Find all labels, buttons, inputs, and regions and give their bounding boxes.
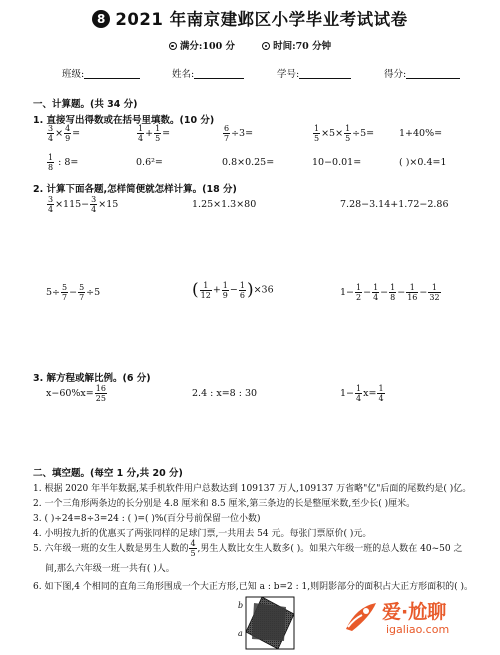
- calc-r1-d: $\frac{1}{5}$ ×5× $\frac{1}{5}$ ÷5=: [314, 124, 375, 143]
- name-field: 姓名:: [172, 66, 244, 80]
- rocket-logo-icon: [342, 599, 378, 635]
- target-icon: [169, 42, 177, 50]
- calc-r2-d: 10−0.01=: [312, 157, 362, 168]
- calc2-c: 7.28−3.14+1.72−2.86: [340, 199, 449, 210]
- q1-2-instruction: 2. 计算下面各题,怎样简便就怎样计算。(18 分): [33, 184, 237, 195]
- calc2-a: $\frac{3}{4}$ ×115− $\frac{3}{4}$ ×15: [48, 195, 119, 214]
- calc2-e: ( $\frac{1}{12}$ + $\frac{1}{9}$ − $\frac{1}{6}$ )×36: [192, 280, 274, 300]
- score-blank[interactable]: [406, 78, 460, 79]
- student-id-field: 学号:: [277, 66, 351, 80]
- time-limit: 时间:70 分钟: [262, 41, 331, 52]
- fill-q1: 1. 根据 2020 年半年数据,某手机软件用户总数达到 109137 万人,109137 万省略"亿"后面的尾数约是( )亿。: [33, 484, 472, 494]
- fill-q3: 3. ( )÷24=8÷3=24 : ( )=( )%(百分号前保留一位小数): [33, 514, 261, 524]
- score-field: 得分:: [384, 66, 460, 80]
- calc-r1-b: $\frac{1}{4}$ + $\frac{1}{5}$ =: [138, 124, 171, 143]
- paper-number-badge: 8: [92, 10, 110, 28]
- watermark-url: igaliao.com: [386, 623, 450, 636]
- calc-r2-a: $\frac{1}{8}$ : 8=: [48, 153, 79, 172]
- calc-r1-c: $\frac{6}{7}$ ÷3=: [224, 124, 254, 143]
- equation-a: x−60%x= $\frac{16}{25}$: [46, 384, 106, 403]
- class-field: 班级:: [62, 66, 140, 80]
- q1-1-instruction: 1. 直接写出得数或在括号里填数。(10 分): [33, 115, 215, 126]
- square-figure: [236, 595, 296, 651]
- section-2-title: 二、填空题。(每空 1 分,共 20 分): [33, 468, 183, 479]
- watermark-brand: 爱·尬聊: [382, 601, 447, 623]
- exam-meta: [0, 38, 500, 52]
- target-icon: [262, 42, 270, 50]
- exam-title-text: 2021 年南京建邺区小学毕业考试试卷: [115, 10, 408, 29]
- equation-b: 2.4 : x=8 : 30: [192, 388, 258, 399]
- calc2-f: 1− $\frac{1}{2}$ − $\frac{1}{4}$ − $\frac{1}{8}$ − $\frac{1}{16}$ − $\frac{1}{32}$: [340, 283, 440, 302]
- pinwheel-square-diagram: [236, 595, 296, 651]
- fill-q4: 4. 小明按九折的优惠买了两张同样的足球门票,一共用去 54 元。每张门票原价( )元。: [33, 529, 372, 539]
- equation-c: 1− $\frac{1}{4}$ x= $\frac{1}{4}$: [340, 384, 384, 403]
- label-a: a: [238, 629, 243, 638]
- full-score: 满分:100 分: [169, 41, 235, 52]
- watermark: [342, 595, 492, 643]
- calc-r1-a: $\frac{3}{4}$ × $\frac{4}{9}$ =: [48, 124, 81, 143]
- fill-q5: 5. 六年级一班的女生人数是男生人数的 $\frac{4}{5}$ ,男生人数比女生人数多( )。如果六年级一班的总人数在 40~50 之: [33, 539, 463, 558]
- fill-q5-cont: 间,那么六年级一班一共有( )人。: [45, 564, 175, 574]
- label-b: b: [238, 601, 244, 610]
- q1-3-instruction: 3. 解方程或解比例。(6 分): [33, 373, 151, 384]
- id-blank[interactable]: [299, 78, 351, 79]
- fill-q2: 2. 一个三角形两条边的长分别是 4.8 厘米和 8.5 厘米,第三条边的长是整厘米数,至少长( )厘米。: [33, 499, 416, 509]
- class-blank[interactable]: [84, 78, 140, 79]
- calc-r2-c: 0.8×0.25=: [222, 157, 275, 168]
- exam-title: [0, 6, 500, 30]
- section-1-title: 一、计算题。(共 34 分): [33, 99, 138, 110]
- name-blank[interactable]: [194, 78, 244, 79]
- calc2-b: 1.25×1.3×80: [192, 199, 257, 210]
- fill-q6: 6. 如下图,4 个相同的直角三角形围成一个大正方形,已知 a : b=2 : 1,则阴影部分的面积占大正方形面积的( )。: [33, 582, 473, 592]
- calc-r2-b: 0.6²=: [136, 157, 163, 168]
- calc2-d: 5÷ $\frac{5}{7}$ − $\frac{5}{7}$ ÷5: [46, 283, 101, 302]
- calc-r2-e[interactable]: ( )×0.4=1: [399, 157, 447, 168]
- calc-r1-e: 1+40%=: [399, 128, 443, 139]
